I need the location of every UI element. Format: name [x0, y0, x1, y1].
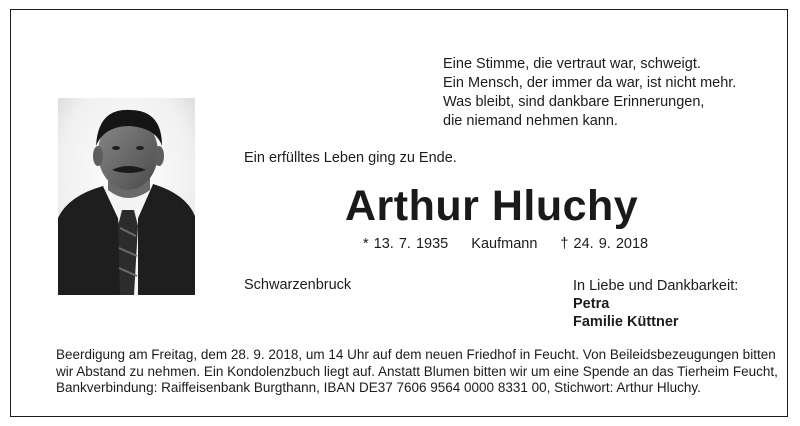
portrait-image	[58, 98, 195, 295]
mourner-name: Familie Küttner	[573, 314, 679, 330]
poem-line: Ein Mensch, der immer da war, ist nicht mehr.	[443, 75, 737, 91]
poem-line: Was bleibt, sind dankbare Erinnerungen,	[443, 94, 705, 110]
poem	[443, 55, 736, 131]
mourner-name: Petra	[573, 296, 610, 312]
funeral-details	[56, 347, 778, 397]
intro-text: Ein erfülltes Leben ging zu Ende.	[244, 150, 457, 166]
mourners-label: In Liebe und Dankbarkeit:	[573, 278, 739, 294]
residence-place: Schwarzenbruck	[244, 277, 352, 293]
portrait-photo	[58, 98, 195, 295]
funeral-details-line: Beerdigung am Freitag, dem 28. 9. 2018, um 14 Uhr auf dem neuen Friedhof in Feucht. Von Beileidsbezeugungen bitten	[56, 347, 776, 362]
occupation: Kaufmann	[471, 236, 538, 252]
poem-line: die niemand nehmen kann.	[443, 113, 618, 129]
funeral-details-line: Bankverbindung: Raiffeisenbank Burgthann, IBAN DE37 7606 9564 0000 8331 00, Stichwort: Arthur Hluchy.	[56, 380, 701, 395]
death-date: † 24. 9. 2018	[560, 236, 649, 252]
poem-line: Eine Stimme, die vertraut war, schweigt.	[443, 56, 701, 72]
deceased-name: Arthur Hluchy	[345, 182, 639, 230]
life-dates	[363, 236, 648, 252]
birth-date: * 13. 7. 1935	[363, 236, 449, 252]
mourners-block	[573, 277, 738, 331]
funeral-details-line: wir Abstand zu nehmen. Ein Kondolenzbuch liegt auf. Anstatt Blumen bitten wir um eine Spende an das Tierheim Feucht,	[56, 363, 778, 379]
